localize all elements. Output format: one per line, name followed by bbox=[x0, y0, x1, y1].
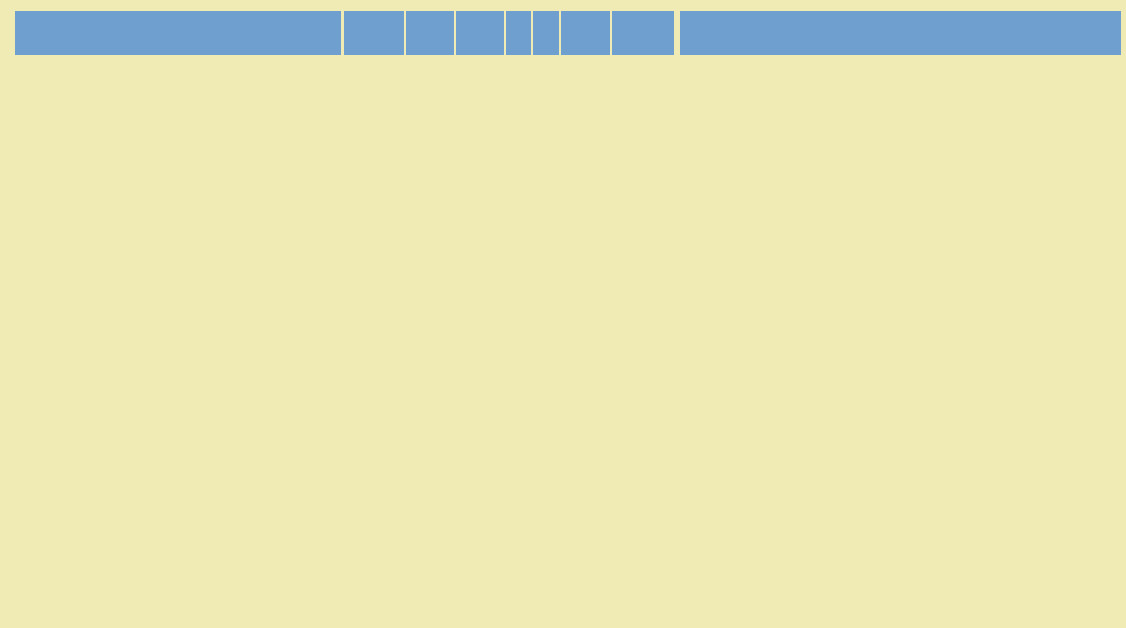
header-r1a1 bbox=[406, 11, 454, 55]
header-notes bbox=[680, 11, 1121, 55]
header-e1b1b1 bbox=[612, 11, 674, 55]
header-r1b1 bbox=[456, 11, 504, 55]
header-count bbox=[344, 11, 404, 55]
header-peoples bbox=[15, 11, 341, 55]
header-n1c1 bbox=[561, 11, 610, 55]
header-i2 bbox=[533, 11, 559, 55]
header-i1 bbox=[506, 11, 531, 55]
